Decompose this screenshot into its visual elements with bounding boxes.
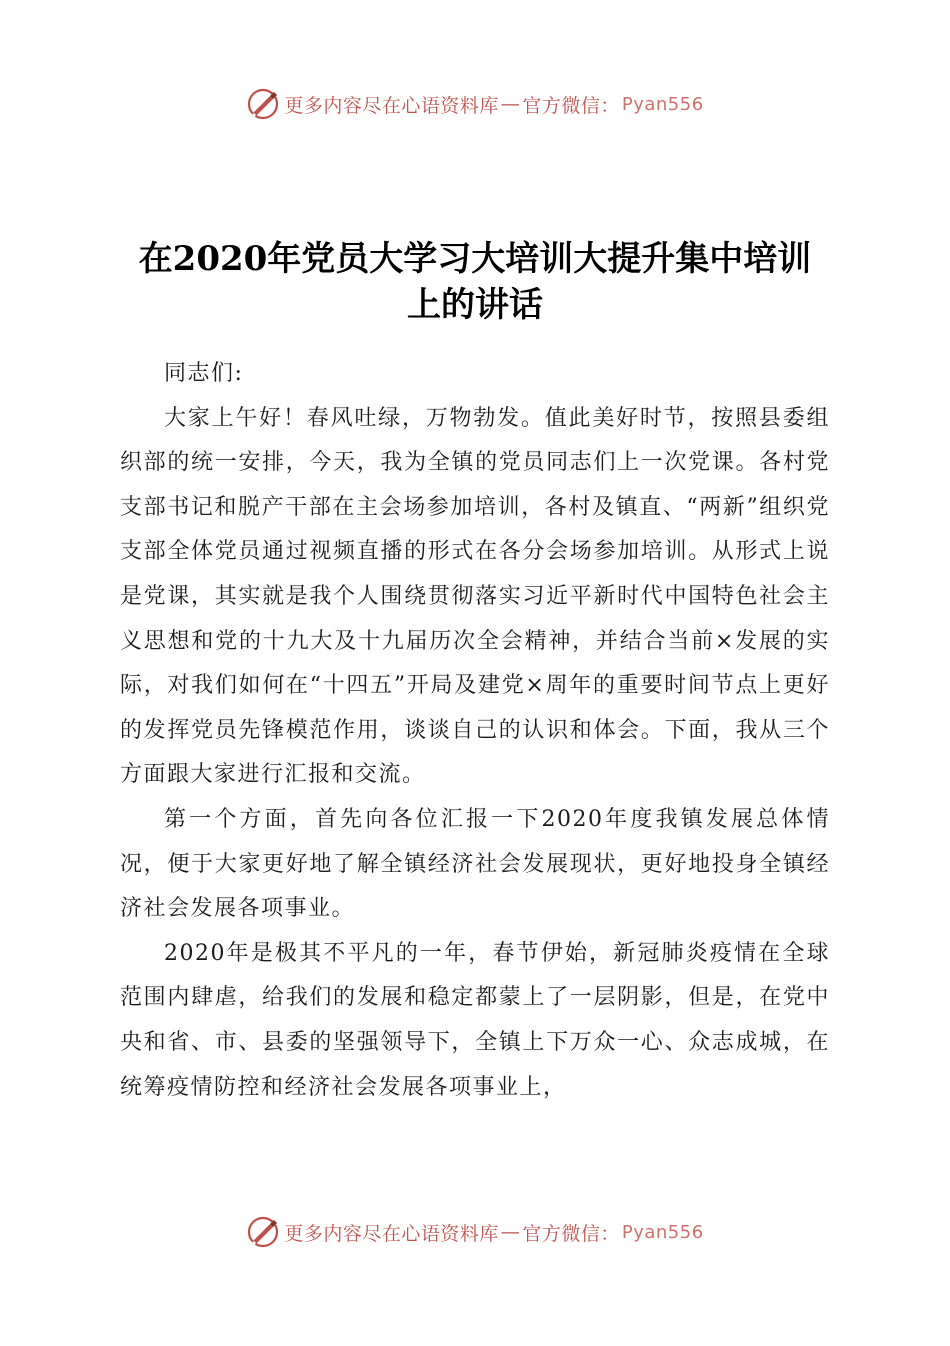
watermark-wechat-id: Pyan556 <box>621 93 704 115</box>
footer-watermark <box>0 1212 950 1252</box>
title-line-1: 在2020年党员大学习大培训大提升集中培训 <box>138 239 812 279</box>
watermark-sub-text: 官方微信： <box>522 94 620 117</box>
paragraph-3: 2020年是极其不平凡的一年，春节伊始，新冠肺炎疫情在全球范围内肆虐，给我们的发展和稳定都蒙上了一层阴影，但是，在党中央和省、市、县委的坚强领导下，全镇上下万众一心、众志成城，在统筹疫情防控和经济社会发展各项事业上， <box>120 940 830 1100</box>
watermark-dash: — <box>500 93 521 115</box>
watermark-main-text: 更多内容尽在心语资料库 <box>284 94 499 117</box>
pen-logo-icon <box>246 87 280 121</box>
title-line-2: 上的讲话 <box>407 285 543 325</box>
salutation: 同志们: <box>164 361 244 386</box>
paragraph-2: 第一个方面，首先向各位汇报一下2020年度我镇发展总体情况，便于大家更好地了解全镇经济社会发展现状，更好地投身全镇经济社会发展各项事业。 <box>120 806 830 922</box>
pen-logo-icon <box>246 1215 280 1249</box>
document-title <box>120 236 830 328</box>
watermark-dash: — <box>500 1221 521 1243</box>
document-body <box>120 352 830 1110</box>
watermark-wechat-id: Pyan556 <box>621 1221 704 1243</box>
header-watermark <box>0 84 950 124</box>
paragraph-1: 大家上午好！春风吐绿，万物勃发。值此美好时节，按照县委组织部的统一安排，今天，我为全镇的党员同志们上一次党课。各村党支部书记和脱产干部在主会场参加培训，各村及镇直、“两新”组织党支部全体党员通过视频直播的形式在各分会场参加培训。从形式上说是党课，其实就是我个人围绕贯彻落实习近平新时代中国特色社会主义思想和党的十九大及十九届历次全会精神，并结合当前×发展的实际，对我们如何在“十四五”开局及建党×周年的重要时间节点上更好的发挥党员先锋模范作用，谈谈自己的认识和体会。下面，我从三个方面跟大家进行汇报和交流。 <box>120 405 830 788</box>
watermark-main-text: 更多内容尽在心语资料库 <box>284 1222 499 1245</box>
watermark-sub-text: 官方微信： <box>522 1222 620 1245</box>
